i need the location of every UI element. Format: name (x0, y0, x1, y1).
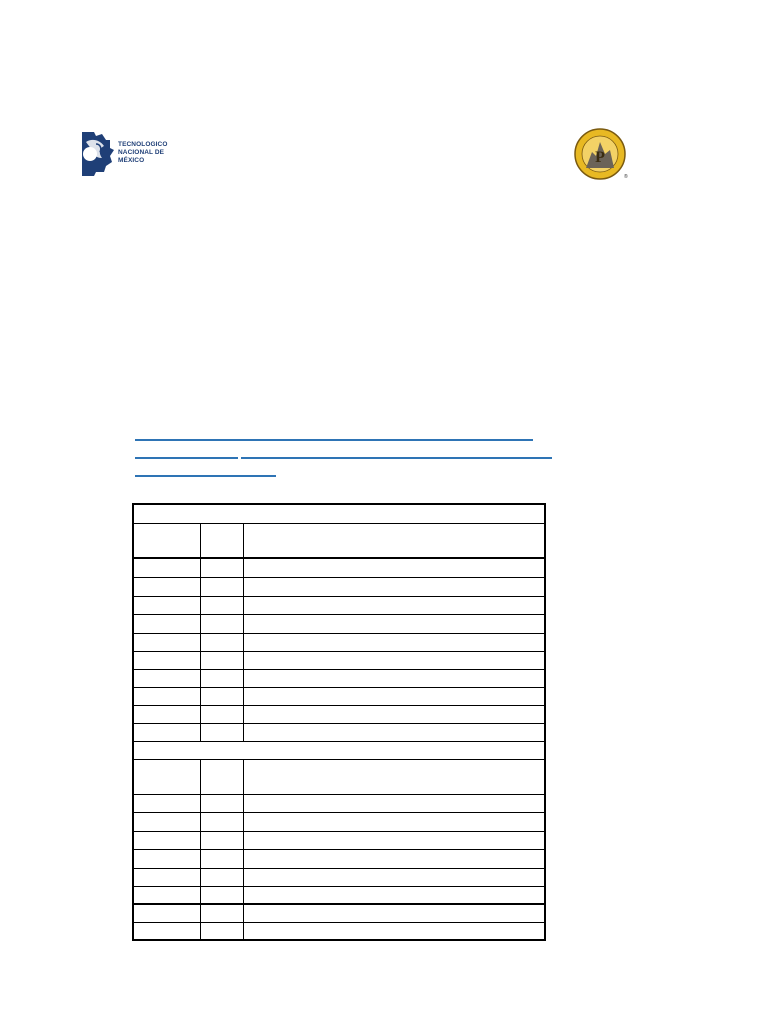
table-row (134, 688, 544, 706)
table-row (134, 634, 544, 652)
hyperlink-line-2b[interactable] (241, 457, 552, 459)
data-table (132, 503, 546, 941)
hyperlink-line-3[interactable] (135, 475, 276, 477)
hyperlink-line-2a[interactable] (135, 457, 238, 459)
table-row (134, 795, 544, 813)
column-divider (200, 524, 201, 742)
table-section-title (134, 742, 544, 760)
table-row (134, 905, 544, 923)
table-row (134, 706, 544, 724)
column-divider (200, 760, 201, 939)
institutional-seal-icon (572, 128, 630, 182)
table-header-row (134, 524, 544, 559)
table-row (134, 832, 544, 850)
table-row (134, 615, 544, 634)
gear-eagle-logo-icon (78, 128, 114, 178)
table-row (134, 850, 544, 869)
logo-line-2: NACIONAL DE MÉXICO (118, 149, 165, 164)
table-section-title (134, 505, 544, 524)
column-divider (243, 760, 244, 939)
table-row (134, 724, 544, 742)
table-row (134, 597, 544, 615)
table-row (134, 670, 544, 688)
svg-text:®: ® (624, 174, 628, 180)
hyperlink-line-1[interactable] (135, 439, 533, 441)
column-divider (243, 524, 244, 742)
table-header-row (134, 760, 544, 795)
table-row (134, 887, 544, 905)
table-row (134, 813, 544, 832)
svg-text:P: P (595, 149, 605, 166)
table-row (134, 869, 544, 887)
table-row (134, 559, 544, 578)
table-row (134, 652, 544, 670)
logo-line-1: TECNOLOGICO (118, 141, 168, 148)
table-row (134, 578, 544, 597)
tecnm-logo (78, 127, 188, 179)
